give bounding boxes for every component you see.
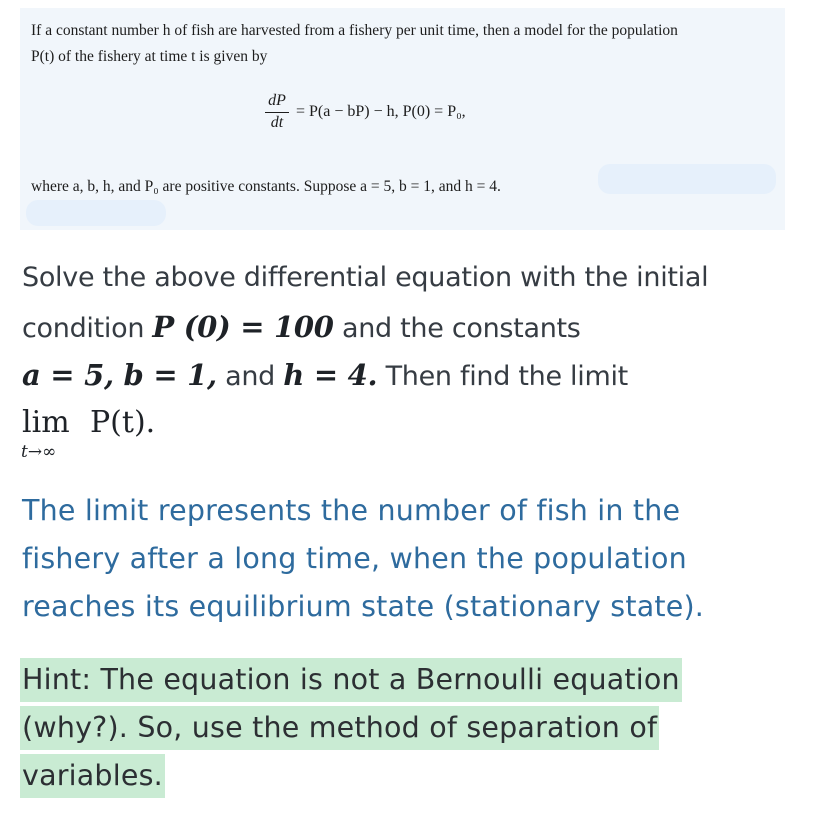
- h-constant-math: h = 4.: [283, 358, 378, 392]
- hint-line-1: Hint: The equation is not a Bernoulli equation: [20, 658, 682, 702]
- limit-subscript: t→∞: [21, 442, 57, 462]
- excerpt-line-1: If a constant number h of fish are harvested from a fishery per unit time, then a model for the population: [31, 22, 678, 39]
- limit-expression: P(t).: [90, 405, 156, 440]
- question-line-2: [22, 310, 581, 344]
- excerpt-line-3: where a, b, h, and P₀ are positive constants. Suppose a = 5, b = 1, and h = 4.: [31, 178, 501, 195]
- hint-line-2: (why?). So, use the method of separation of: [20, 706, 659, 750]
- question-line-1: [22, 262, 708, 293]
- excerpt-line-2: P(t) of the fishery at time t is given by: [31, 48, 268, 65]
- hint-line-3: variables.: [20, 754, 165, 798]
- explanation-line-1: The limit represents the number of fish in the: [22, 494, 681, 527]
- highlight-glow: [26, 200, 166, 226]
- limit-operator: lim: [22, 405, 70, 440]
- question-text: Solve the above differential equation with the initial: [22, 262, 709, 293]
- explanation-line-3: reaches its equilibrium state (stationary state).: [22, 590, 705, 623]
- fraction-bar: [265, 112, 289, 113]
- question-text: and: [216, 361, 284, 392]
- question-text: and the constants: [333, 313, 581, 344]
- fraction-numerator: dP: [268, 92, 286, 109]
- fraction-denominator: dt: [270, 114, 284, 131]
- highlight-glow: [598, 164, 776, 194]
- question-text: condition: [22, 313, 153, 344]
- equation-rhs: = P(a − bP) − h, P(0) = P₀,: [296, 103, 466, 120]
- problem-excerpt: [20, 8, 785, 230]
- question-text: Then find the limit: [377, 361, 628, 392]
- explanation-line-2: fishery after a long time, when the population: [22, 542, 687, 575]
- initial-condition-math: P (0) = 100: [152, 310, 334, 344]
- constants-math: a = 5, b = 1,: [22, 358, 217, 392]
- question-line-3: [22, 358, 628, 392]
